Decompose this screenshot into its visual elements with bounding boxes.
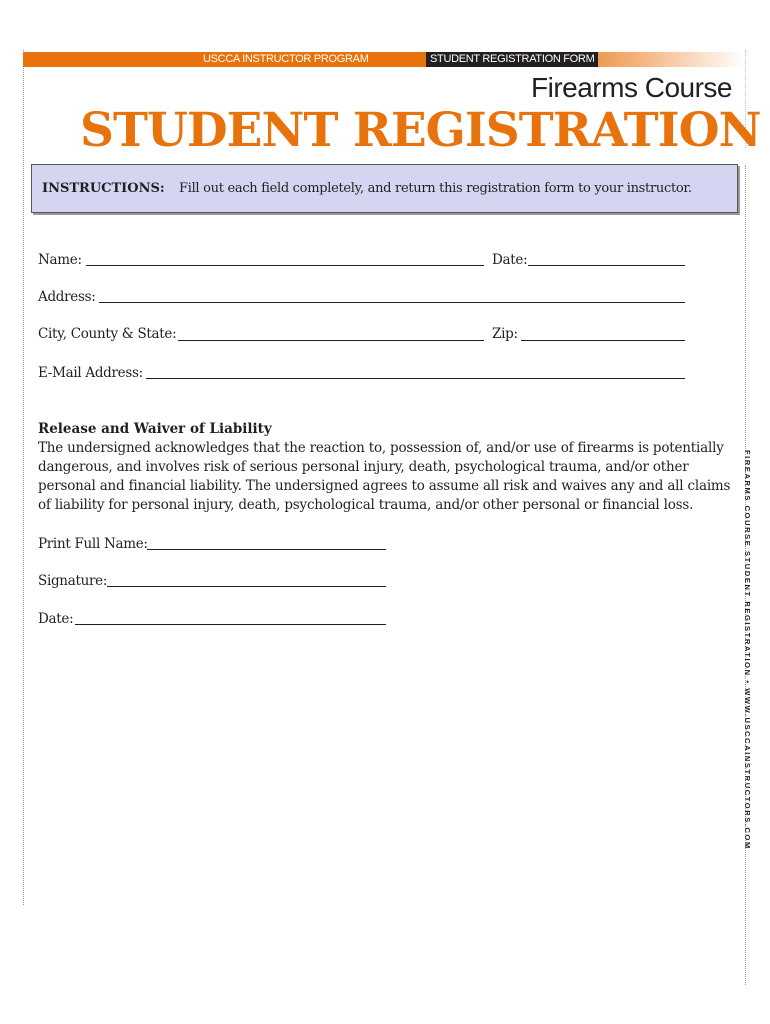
signature-field[interactable] xyxy=(107,586,386,587)
waiver-title: Release and Waiver of Liability xyxy=(38,421,272,437)
zip-field[interactable] xyxy=(521,340,685,341)
instructions-box xyxy=(31,164,738,213)
address-field[interactable] xyxy=(99,302,685,303)
address-label: Address: xyxy=(38,289,96,305)
city-county-state-label: City, County & State: xyxy=(38,326,177,342)
header-bar xyxy=(23,52,745,67)
zip-label: Zip: xyxy=(492,326,518,342)
course-subtitle: Firearms Course xyxy=(531,72,732,103)
left-dotted-border xyxy=(23,50,24,905)
instructions-text: Fill out each field completely, and return this registration form to your instructor. xyxy=(179,181,692,196)
city-county-state-field[interactable] xyxy=(178,340,484,341)
side-footer-text: FIREARMS COURSE STUDENT REGISTRATION • WWW.USCCAINSTRUCTORS.COM xyxy=(743,450,752,850)
date-label: Date: xyxy=(492,252,528,268)
form-name-label: STUDENT REGISTRATION FORM xyxy=(426,52,598,67)
waiver-date-field[interactable] xyxy=(75,624,386,625)
date-field[interactable] xyxy=(528,265,685,266)
name-label: Name: xyxy=(38,252,82,268)
instructions-label: INSTRUCTIONS: xyxy=(42,181,165,196)
name-field[interactable] xyxy=(86,265,484,266)
waiver-date-label: Date: xyxy=(38,611,74,627)
email-field[interactable] xyxy=(146,378,685,379)
page-title: STUDENT REGISTRATION xyxy=(80,103,761,158)
email-label: E-Mail Address: xyxy=(38,365,143,381)
waiver-text: The undersigned acknowledges that the reaction to, possession of, and/or use of firearms is potentially dangerous, and involves risk of serious personal injury, death, psychological trauma, and/or other personal and financial liability. The undersigned agrees to assume all risk and waives any and all claims of liability for personal injury, death, psychological trauma, and/or other personal or financial loss. xyxy=(38,440,731,513)
program-label: USCCA INSTRUCTOR PROGRAM xyxy=(203,53,369,65)
signature-label: Signature: xyxy=(38,573,108,589)
print-name-field[interactable] xyxy=(147,549,386,550)
print-name-label: Print Full Name: xyxy=(38,536,148,552)
